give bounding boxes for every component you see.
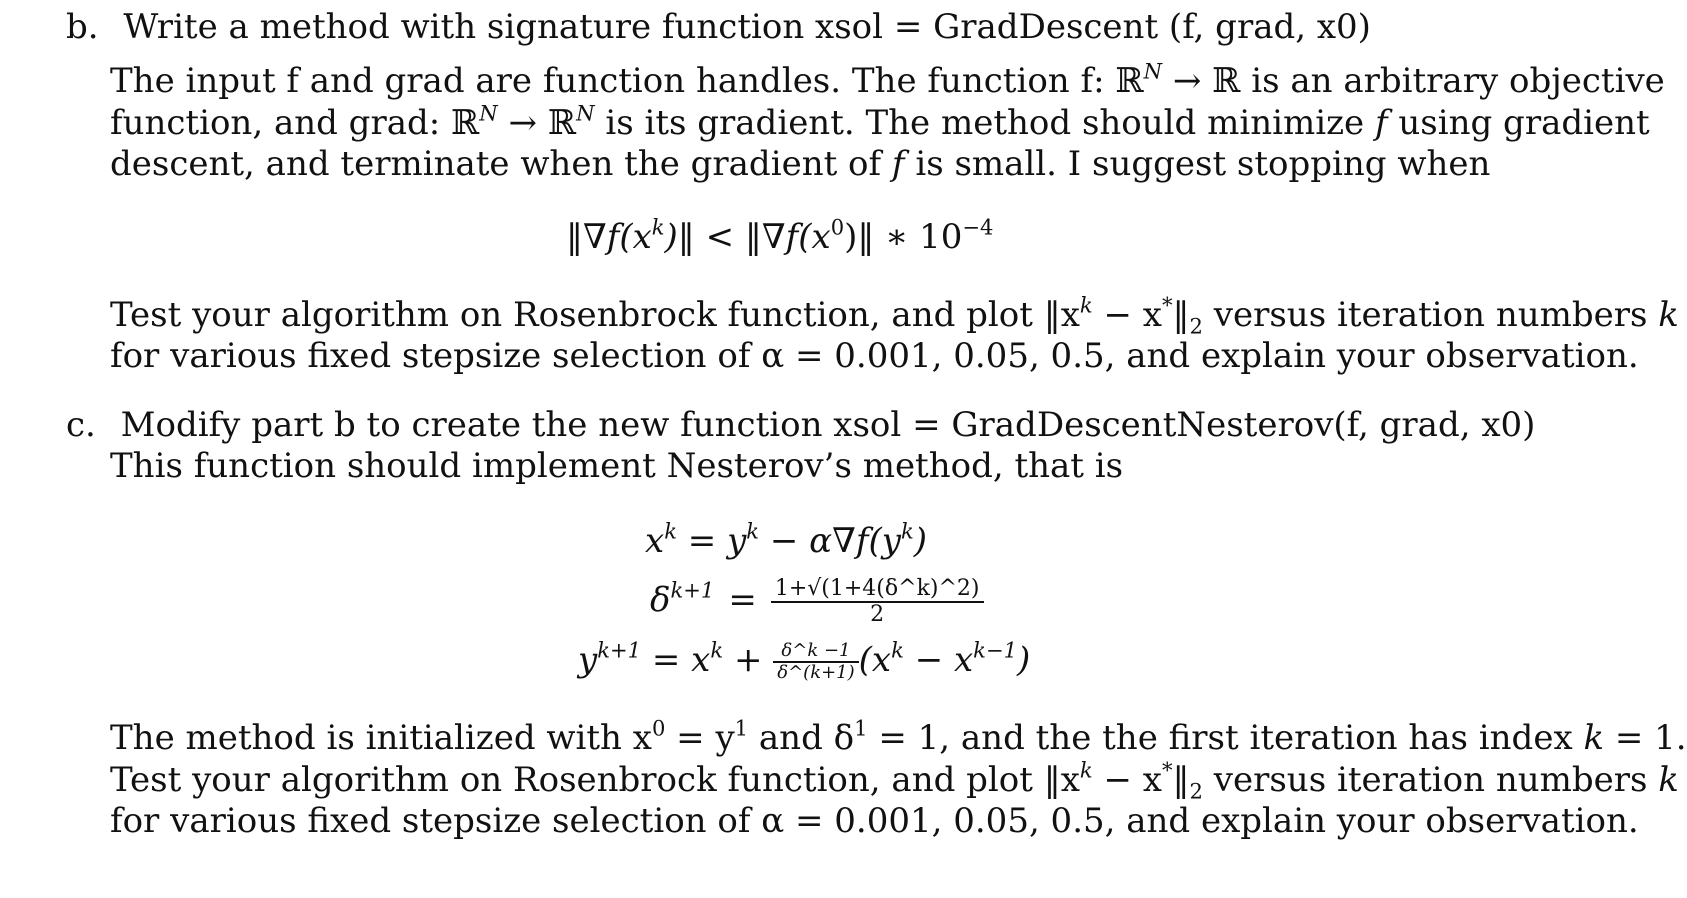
nesterov-equation-1: $x^k = y^k - \alpha\nabla f(y^k)$	[645, 518, 927, 561]
part-b-test-line-2: for various fixed stepsize selection of α = 0.001, 0.05, 0.5, and explain your observation.	[110, 336, 1639, 376]
part-b-paragraph-line-1: The input f and grad are function handles. The function f: ℝ$^N$ → ℝ is an arbitrary objective	[110, 58, 1665, 101]
part-c-heading-text: Modify part b to create the new function xsol = GradDescentNesterov(f, grad, x0)	[120, 405, 1536, 445]
nesterov-equation-3: $y^{k+1} = x^k$ + $\frac{\delta\^{}k -1}{\delta\^{}(k+1)}$ $(x^k - x^{k-1})$	[578, 637, 1031, 683]
part-c-test-line-1: Test your algorithm on Rosenbrock function, and plot $‖x^k$ − $x^*‖_2$ versus iteration numbers k	[110, 757, 1679, 804]
nesterov-equation-2: $\delta^{k+1}$ = $\frac{1+√(1+4(\delta\^{}k)\^{}2)}{2}$	[650, 577, 984, 627]
part-c-marker: c.	[66, 405, 96, 445]
part-b-marker: b.	[66, 7, 99, 47]
part-b-test-line-1: Test your algorithm on Rosenbrock function, and plot $‖x^k$ − $x^*‖_2$ versus iteration numbers k	[110, 292, 1679, 339]
part-b-paragraph-line-2: function, and grad: ℝ$^N$ → ℝ$^N$ is its gradient. The method should minimize f using gradient	[110, 100, 1650, 143]
part-c-init-line: The method is initialized with $x^0 = y^1$ and $\delta^1 = 1$, and the the first iteration has index k = 1.	[110, 715, 1687, 758]
momentum-fraction: $\frac{\delta\^{}k -1}{\delta\^{}(k+1)}$	[773, 641, 858, 683]
part-c-heading	[66, 406, 1535, 444]
part-b-paragraph-line-3: descent, and terminate when the gradient of f is small. I suggest stopping when	[110, 144, 1491, 184]
part-b-heading-text: Write a method with signature function xsol = GradDescent (f, grad, x0)	[123, 7, 1371, 47]
part-c-line-2: This function should implement Nesterov’s method, that is	[110, 446, 1124, 486]
stopping-criterion-formula: $‖\nabla f(x^k)‖$ < $‖\nabla f(x^0)‖$ ∗ $10^{-4}$	[566, 214, 994, 257]
part-b-heading	[66, 8, 1371, 46]
delta-update-fraction: $\frac{1+√(1+4(\delta\^{}k)\^{}2)}{2}$	[771, 577, 984, 627]
part-c-test-line-2: for various fixed stepsize selection of α = 0.001, 0.05, 0.5, and explain your observation.	[110, 801, 1639, 841]
